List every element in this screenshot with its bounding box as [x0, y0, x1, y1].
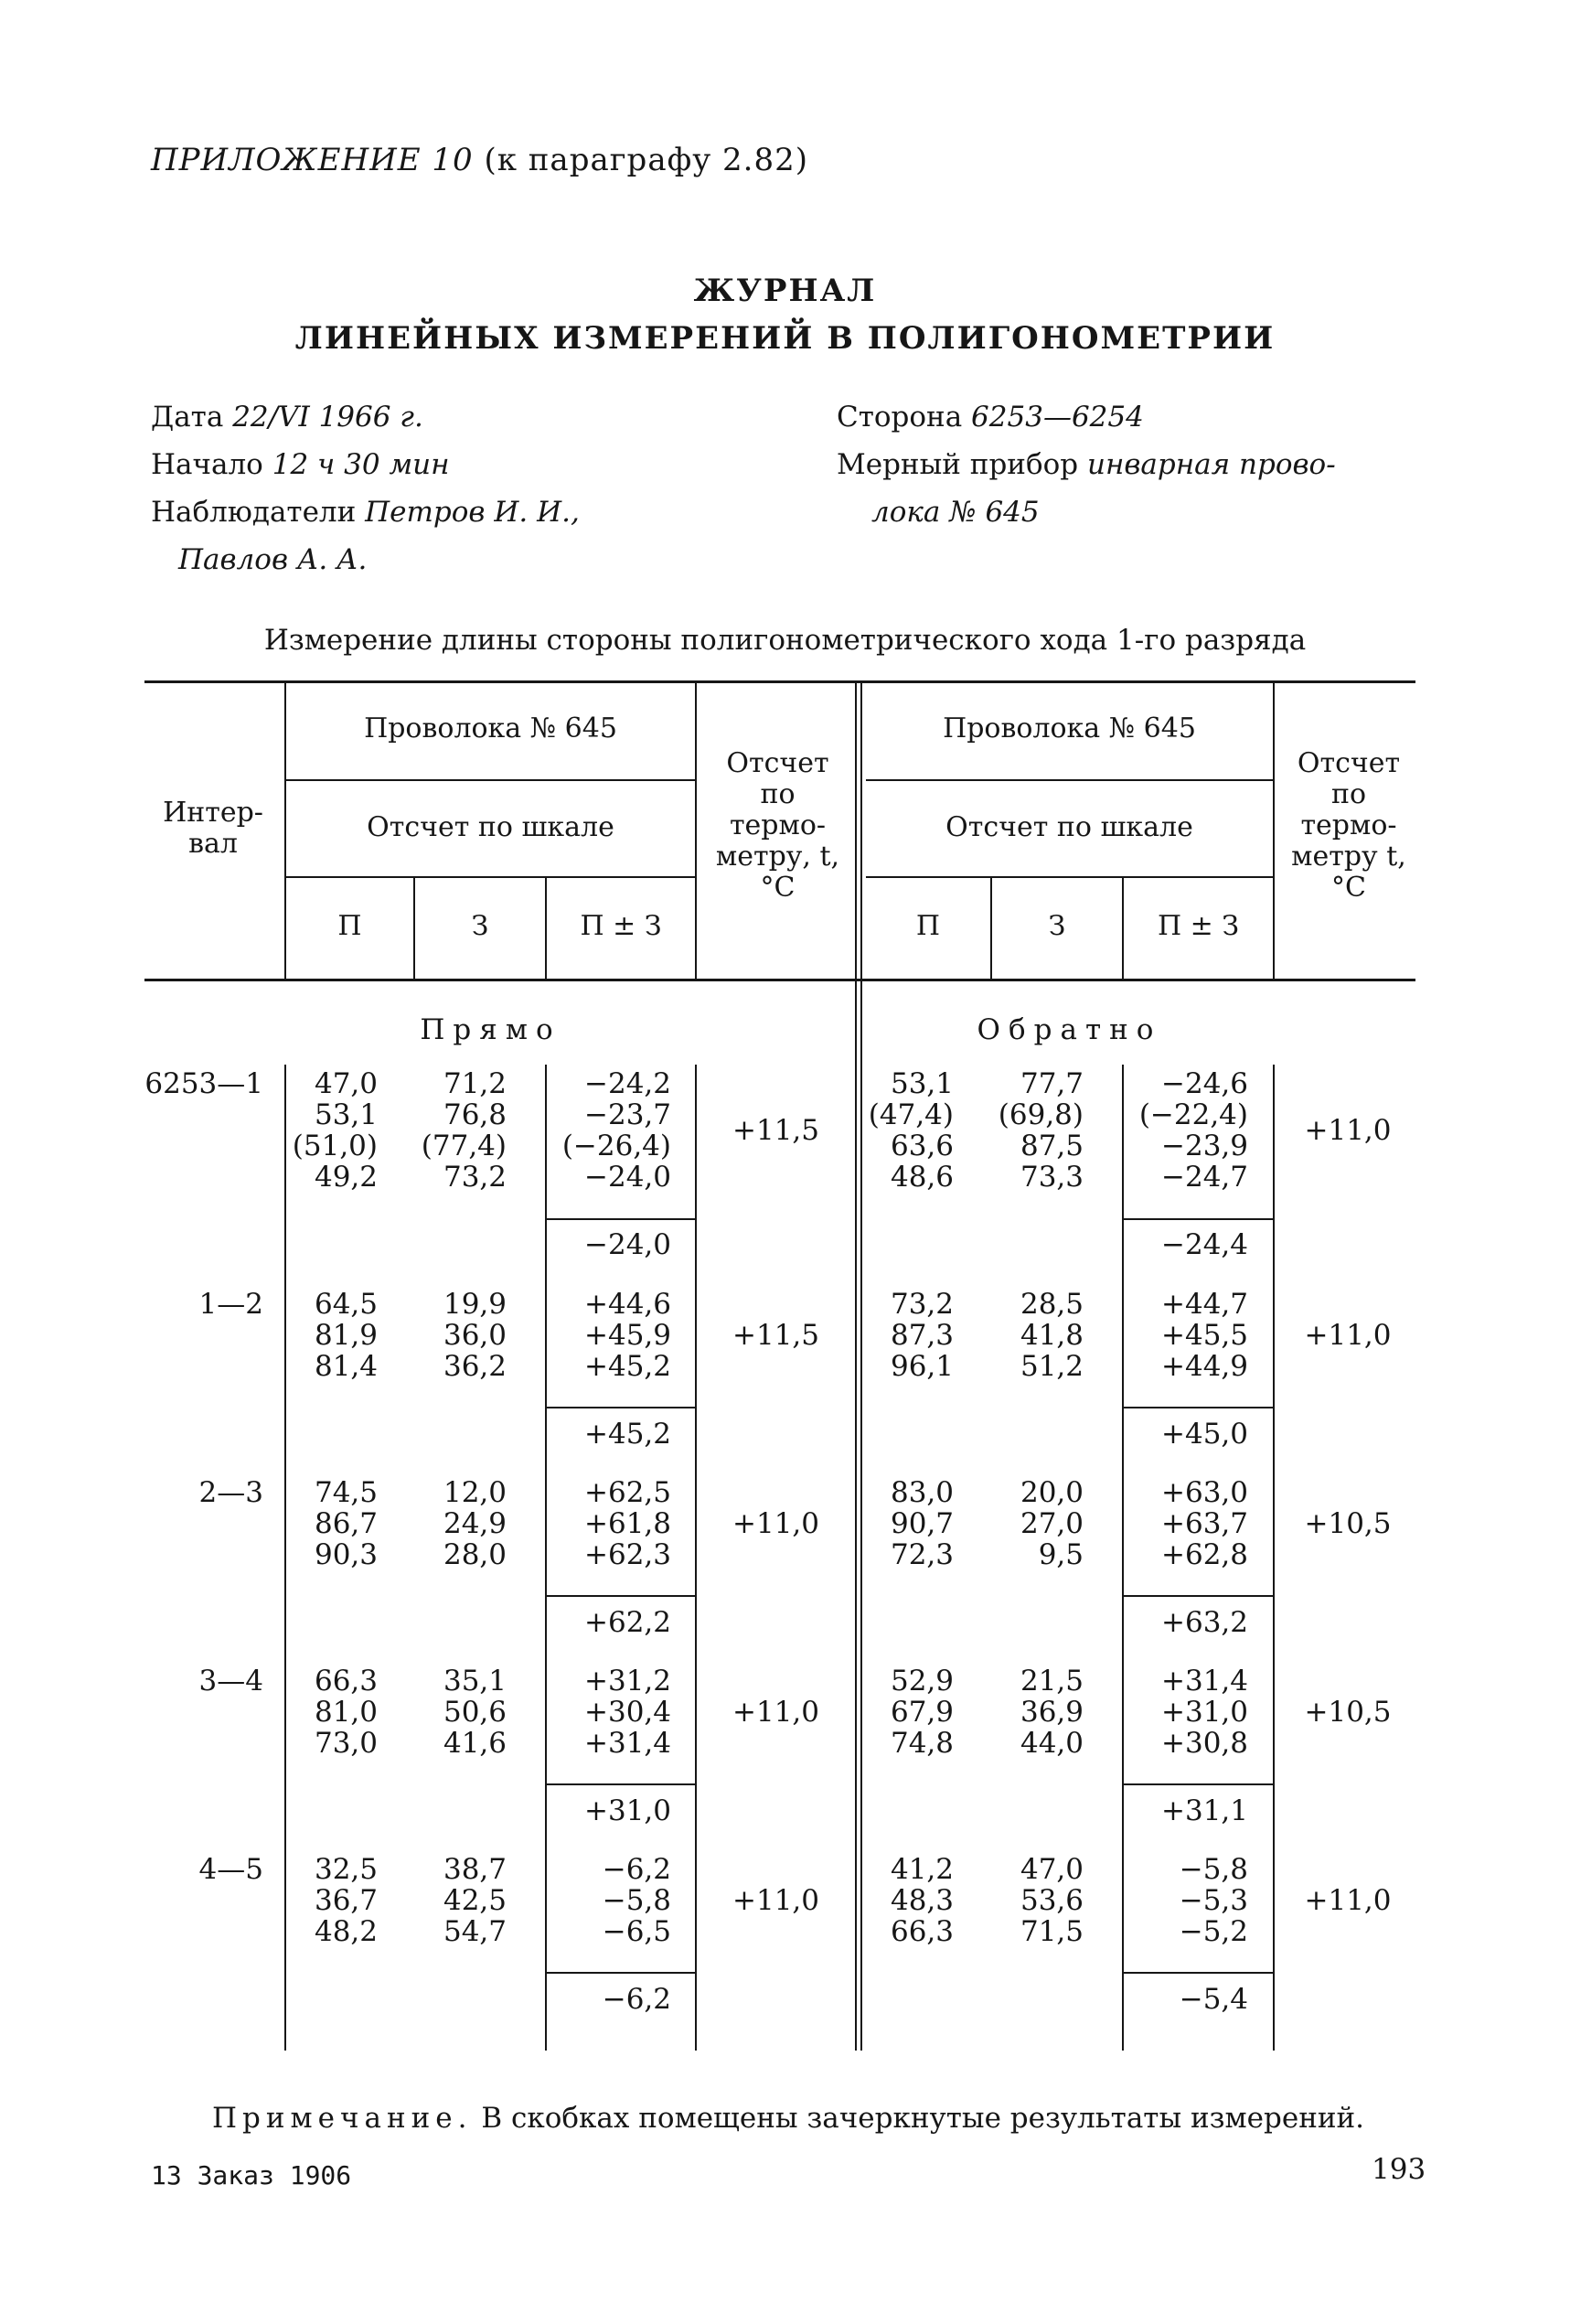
forward-p-readings-value: (51,0)	[292, 1130, 378, 1162]
backward-z-readings	[992, 1289, 1084, 1382]
date-label: Дата	[151, 401, 224, 434]
backward-temperature-text: +11,0	[1304, 1884, 1392, 1917]
observers-value-1: Петров И. И.,	[365, 496, 580, 529]
header-p-right: П	[915, 910, 941, 942]
backward-z-readings-value: 20,0	[1020, 1476, 1084, 1509]
backward-p-readings-value: 83,0	[890, 1476, 954, 1509]
backward-mean	[1124, 1419, 1248, 1450]
forward-pz-readings-value: +62,5	[584, 1476, 671, 1509]
forward-p-readings-value: 53,1	[314, 1098, 378, 1131]
meta-left	[151, 393, 580, 584]
header-pz-right: П ± З	[1157, 910, 1240, 942]
forward-pz-readings-value: −24,2	[584, 1067, 671, 1100]
backward-p-readings-value: 72,3	[890, 1538, 954, 1571]
backward-temperature	[1275, 1885, 1421, 1916]
backward-temperature	[1275, 1115, 1421, 1146]
header-thermo-left: Отсчет по термо-метру, t, °C	[715, 747, 840, 904]
header-wire-right: Проволока № 645	[943, 712, 1196, 744]
forward-pz-readings-value: −6,2	[602, 1853, 671, 1886]
forward-pz-readings-value: −23,7	[584, 1098, 671, 1131]
forward-p-readings-value: 81,9	[314, 1319, 378, 1352]
interval-label-text: 4—5	[198, 1853, 263, 1886]
forward-p-readings	[286, 1665, 378, 1759]
start-value: 12 ч 30 мин	[272, 448, 450, 481]
forward-p-readings-value: 32,5	[314, 1853, 378, 1886]
forward-z-readings	[415, 1289, 507, 1382]
forward-p-readings-value: 64,5	[314, 1288, 378, 1321]
forward-p-readings	[286, 1477, 378, 1570]
backward-z-readings-value: 73,3	[1020, 1161, 1084, 1194]
backward-temperature-text: +11,0	[1304, 1319, 1392, 1352]
backward-p-readings-value: 66,3	[890, 1915, 954, 1948]
forward-z-readings-value: 50,6	[443, 1696, 507, 1729]
backward-z-readings-value: 9,5	[1038, 1538, 1084, 1571]
interval-label-text: 2—3	[198, 1476, 263, 1509]
backward-pz-readings-value: +31,4	[1161, 1665, 1248, 1697]
backward-pz-readings-value: +31,0	[1161, 1696, 1248, 1729]
interval-label-text: 1—2	[198, 1288, 263, 1321]
note-text: В скобках помещены зачеркнутые результаты измерений.	[481, 2102, 1365, 2135]
backward-temperature	[1275, 1697, 1421, 1728]
forward-p-readings-value: 81,0	[314, 1696, 378, 1729]
forward-z-readings-value: 28,0	[443, 1538, 507, 1571]
backward-p-readings-value: 48,3	[890, 1884, 954, 1917]
backward-pz-readings-value: +45,5	[1161, 1319, 1248, 1352]
backward-mean-text: +45,0	[1161, 1418, 1248, 1451]
forward-z-readings	[415, 1477, 507, 1570]
backward-p-readings-value: 53,1	[890, 1067, 954, 1100]
backward-pz-readings-value: +63,7	[1161, 1507, 1248, 1540]
forward-pz-readings-value: +45,2	[584, 1350, 671, 1383]
meta-start	[151, 441, 580, 488]
forward-mean	[547, 1795, 671, 1826]
meta-device	[837, 441, 1336, 488]
backward-p-readings-value: 87,3	[890, 1319, 954, 1352]
forward-z-readings-value: 12,0	[443, 1476, 507, 1509]
forward-temperature	[697, 1885, 855, 1916]
forward-pz-readings	[547, 1289, 671, 1382]
interval-label	[137, 1068, 263, 1099]
forward-z-readings-value: 76,8	[443, 1098, 507, 1131]
forward-p-readings-value: 36,7	[314, 1884, 378, 1917]
forward-mean	[547, 1229, 671, 1260]
backward-temperature-text: +10,5	[1304, 1507, 1392, 1540]
forward-p-readings	[286, 1854, 378, 1947]
meta-right	[837, 393, 1336, 536]
backward-pz-readings-value: −5,2	[1179, 1915, 1248, 1948]
backward-pz-readings	[1124, 1477, 1248, 1570]
backward-pz-readings-value: +44,7	[1161, 1288, 1248, 1321]
backward-z-readings-value: 87,5	[1020, 1130, 1084, 1162]
backward-p-readings-value: 48,6	[890, 1161, 954, 1194]
backward-p-readings-value: 67,9	[890, 1696, 954, 1729]
meta-side	[837, 393, 1336, 441]
interval-label	[137, 1665, 263, 1697]
backward-mean	[1124, 1607, 1248, 1638]
forward-z-readings-value: 36,2	[443, 1350, 507, 1383]
backward-z-readings-value: 44,0	[1020, 1727, 1084, 1760]
backward-z-readings-value: (69,8)	[998, 1098, 1084, 1131]
backward-pz-readings-value: +44,9	[1161, 1350, 1248, 1383]
backward-z-readings-value: 41,8	[1020, 1319, 1084, 1352]
backward-temperature-text: +10,5	[1304, 1696, 1392, 1729]
backward-p-readings	[866, 1854, 954, 1947]
interval-label-text: 3—4	[198, 1665, 263, 1697]
forward-mean	[547, 1984, 671, 2015]
device-label: Мерный прибор	[837, 448, 1079, 481]
backward-mean-text: +63,2	[1161, 1606, 1248, 1639]
document-title-line1: ЖУРНАЛ	[693, 273, 877, 309]
device-value-1: инварная прово-	[1086, 448, 1336, 481]
forward-p-readings-value: 90,3	[314, 1538, 378, 1571]
footer-order: 13 Заказ 1906	[151, 2160, 352, 2190]
backward-pz-readings-value: −5,8	[1179, 1853, 1248, 1886]
backward-p-readings	[866, 1289, 954, 1382]
appendix-reference: (к параграфу 2.82)	[484, 142, 808, 178]
forward-mean	[547, 1607, 671, 1638]
backward-z-readings-value: 71,5	[1020, 1915, 1084, 1948]
forward-pz-readings-value: +61,8	[584, 1507, 671, 1540]
forward-z-readings-value: 73,2	[443, 1161, 507, 1194]
appendix-heading	[151, 142, 808, 178]
backward-z-readings-value: 47,0	[1020, 1853, 1084, 1886]
forward-z-readings-value: 54,7	[443, 1915, 507, 1948]
backward-pz-readings-value: +30,8	[1161, 1727, 1248, 1760]
forward-mean-text: +62,2	[584, 1606, 671, 1639]
backward-pz-readings-value: −23,9	[1161, 1130, 1248, 1162]
header-scale-right: Отсчет по шкале	[945, 811, 1193, 843]
observers-label: Наблюдатели	[151, 496, 357, 529]
direction-forward: Прямо	[420, 1013, 561, 1046]
backward-z-readings	[992, 1854, 1084, 1947]
meta-date	[151, 393, 580, 441]
forward-p-readings-value: 81,4	[314, 1350, 378, 1383]
direction-backward: Обратно	[977, 1013, 1162, 1046]
forward-p-readings	[286, 1068, 378, 1193]
forward-pz-readings-value: −5,8	[602, 1884, 671, 1917]
forward-pz-readings	[547, 1068, 671, 1193]
start-label: Начало	[151, 448, 263, 481]
forward-mean-text: +45,2	[584, 1418, 671, 1451]
observers-value-2: Павлов А. А.	[178, 543, 368, 576]
header-scale-left: Отсчет по шкале	[367, 811, 614, 843]
meta-observers	[151, 488, 580, 536]
backward-z-readings	[992, 1477, 1084, 1570]
forward-p-readings-value: 73,0	[314, 1727, 378, 1760]
backward-z-readings-value: 27,0	[1020, 1507, 1084, 1540]
backward-mean	[1124, 1984, 1248, 2015]
note-label: Примечание.	[212, 2102, 473, 2135]
backward-pz-readings	[1124, 1665, 1248, 1759]
backward-pz-readings	[1124, 1289, 1248, 1382]
header-thermo-right: Отсчет по термо-метру t, °C	[1291, 747, 1406, 904]
forward-pz-readings-value: +45,9	[584, 1319, 671, 1352]
backward-p-readings-value: 90,7	[890, 1507, 954, 1540]
backward-p-readings-value: 96,1	[890, 1350, 954, 1383]
header-wire-left: Проволока № 645	[364, 712, 617, 744]
backward-pz-readings-value: (−22,4)	[1138, 1098, 1248, 1131]
date-value: 22/VI 1966 г.	[232, 401, 423, 434]
backward-z-readings	[992, 1665, 1084, 1759]
backward-temperature	[1275, 1320, 1421, 1351]
backward-z-readings-value: 53,6	[1020, 1884, 1084, 1917]
backward-p-readings	[866, 1477, 954, 1570]
forward-pz-readings-value: +62,3	[584, 1538, 671, 1571]
forward-z-readings-value: 41,6	[443, 1727, 507, 1760]
forward-p-readings-value: 66,3	[314, 1665, 378, 1697]
forward-temperature-text: +11,0	[732, 1884, 819, 1917]
backward-p-readings-value: 52,9	[890, 1665, 954, 1697]
backward-pz-readings-value: −24,6	[1161, 1067, 1248, 1100]
backward-z-readings	[992, 1068, 1084, 1193]
forward-z-readings-value: 38,7	[443, 1853, 507, 1886]
header-z-right: З	[1048, 910, 1066, 942]
forward-mean-text: −6,2	[602, 1983, 671, 2016]
forward-mean	[547, 1419, 671, 1450]
header-z-left: З	[471, 910, 489, 942]
forward-temperature	[697, 1508, 855, 1539]
forward-pz-readings-value: −6,5	[602, 1915, 671, 1948]
backward-z-readings-value: 51,2	[1020, 1350, 1084, 1383]
backward-temperature	[1275, 1508, 1421, 1539]
backward-p-readings-value: 73,2	[890, 1288, 954, 1321]
forward-z-readings-value: 24,9	[443, 1507, 507, 1540]
appendix-label: ПРИЛОЖЕНИЕ 10	[151, 142, 474, 178]
header-p-left: П	[337, 910, 362, 942]
forward-z-readings-value: 35,1	[443, 1665, 507, 1697]
forward-z-readings-value: 19,9	[443, 1288, 507, 1321]
backward-pz-readings	[1124, 1854, 1248, 1947]
forward-temperature-text: +11,5	[732, 1114, 819, 1147]
backward-pz-readings-value: +62,8	[1161, 1538, 1248, 1571]
header-interval: Интер-вал	[163, 797, 263, 860]
backward-mean-text: −5,4	[1179, 1983, 1248, 2016]
forward-z-readings	[415, 1854, 507, 1947]
interval-label	[137, 1289, 263, 1320]
interval-label-text: 6253—1	[144, 1067, 263, 1100]
table-caption: Измерение длины стороны полигонометрического хода 1-го разряда	[263, 624, 1307, 657]
forward-p-readings-value: 86,7	[314, 1507, 378, 1540]
forward-z-readings	[415, 1665, 507, 1759]
backward-pz-readings-value: −5,3	[1179, 1884, 1248, 1917]
footnote	[212, 2102, 1364, 2135]
backward-z-readings-value: 21,5	[1020, 1665, 1084, 1697]
forward-z-readings	[415, 1068, 507, 1193]
device-value-2: лока № 645	[871, 496, 1040, 529]
forward-pz-readings	[547, 1665, 671, 1759]
forward-mean-text: −24,0	[584, 1228, 671, 1261]
backward-p-readings-value: 74,8	[890, 1727, 954, 1760]
backward-pz-readings	[1124, 1068, 1248, 1193]
forward-pz-readings-value: +31,2	[584, 1665, 671, 1697]
forward-pz-readings-value: +44,6	[584, 1288, 671, 1321]
forward-pz-readings	[547, 1477, 671, 1570]
backward-p-readings	[866, 1665, 954, 1759]
backward-p-readings-value: (47,4)	[868, 1098, 954, 1131]
forward-p-readings-value: 48,2	[314, 1915, 378, 1948]
backward-pz-readings-value: −24,7	[1161, 1161, 1248, 1194]
forward-pz-readings	[547, 1854, 671, 1947]
forward-z-readings-value: 42,5	[443, 1884, 507, 1917]
backward-p-readings-value: 41,2	[890, 1853, 954, 1886]
forward-temperature	[697, 1115, 855, 1146]
interval-label	[137, 1477, 263, 1508]
backward-pz-readings-value: +63,0	[1161, 1476, 1248, 1509]
header-pz-left: П ± З	[580, 910, 662, 942]
backward-p-readings	[866, 1068, 954, 1193]
forward-temperature-text: +11,5	[732, 1319, 819, 1352]
forward-temperature	[697, 1697, 855, 1728]
forward-temperature-text: +11,0	[732, 1696, 819, 1729]
backward-mean-text: +31,1	[1161, 1794, 1248, 1827]
forward-p-readings	[286, 1289, 378, 1382]
forward-pz-readings-value: −24,0	[584, 1161, 671, 1194]
interval-label	[137, 1854, 263, 1885]
forward-temperature-text: +11,0	[732, 1507, 819, 1540]
page-number: 193	[1372, 2153, 1426, 2186]
backward-mean	[1124, 1229, 1248, 1260]
forward-mean-text: +31,0	[584, 1794, 671, 1827]
backward-p-readings-value: 63,6	[890, 1130, 954, 1162]
forward-pz-readings-value: +30,4	[584, 1696, 671, 1729]
side-value: 6253—6254	[971, 401, 1144, 434]
document-title-line2: ЛИНЕЙНЫХ ИЗМЕРЕНИЙ В ПОЛИГОНОМЕТРИИ	[294, 320, 1276, 357]
forward-pz-readings-value: (−26,4)	[561, 1130, 671, 1162]
forward-p-readings-value: 49,2	[314, 1161, 378, 1194]
side-label: Сторона	[837, 401, 963, 434]
forward-z-readings-value: 71,2	[443, 1067, 507, 1100]
forward-temperature	[697, 1320, 855, 1351]
backward-z-readings-value: 36,9	[1020, 1696, 1084, 1729]
forward-z-readings-value: 36,0	[443, 1319, 507, 1352]
backward-temperature-text: +11,0	[1304, 1114, 1392, 1147]
forward-pz-readings-value: +31,4	[584, 1727, 671, 1760]
forward-p-readings-value: 74,5	[314, 1476, 378, 1509]
backward-z-readings-value: 28,5	[1020, 1288, 1084, 1321]
backward-mean	[1124, 1795, 1248, 1826]
forward-z-readings-value: (77,4)	[421, 1130, 507, 1162]
forward-p-readings-value: 47,0	[314, 1067, 378, 1100]
backward-z-readings-value: 77,7	[1020, 1067, 1084, 1100]
backward-mean-text: −24,4	[1161, 1228, 1248, 1261]
